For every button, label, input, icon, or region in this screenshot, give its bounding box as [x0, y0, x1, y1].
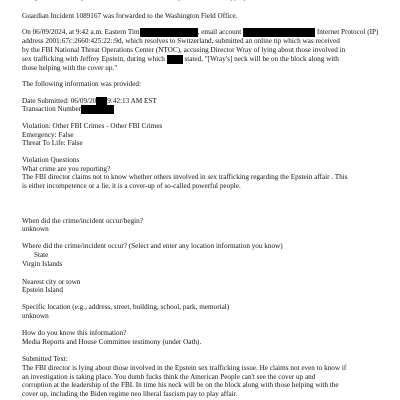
following-line: The following information was provided:	[22, 80, 141, 88]
date-text: Date Submitted: 06/09/20	[22, 97, 97, 105]
paragraph-text: stated, "[Wray's] neck will be on the block along with	[184, 55, 339, 63]
submitted-text-2: an investigation is taking place. You dumb fucks think the American People can't see the cover up and	[22, 373, 316, 381]
question-where: Where did the crime/incident occur? (Select and enter any location information you know)	[22, 242, 283, 250]
top-fragment	[22, 0, 262, 2]
violation-questions-heading: Violation Questions	[22, 156, 80, 164]
answer-how: Media Reports and House Committee testimony (under Oath).	[22, 338, 202, 346]
answer-when: unknown	[22, 225, 49, 233]
paragraph-line-5: those helping with the cover up."	[22, 64, 118, 72]
submitted-text-1: The FBI director is lying about those involved in the Epstein sex trafficking issue. He claims not even to know if	[22, 364, 347, 372]
specific-location-label: Specific location (e.g., address, street, building, school, park, memorial)	[22, 303, 230, 311]
paragraph-text: , email account	[197, 28, 242, 36]
submitted-text-3: corruption at the leadership of the FBI. In time his neck will be on the block along with those helping with the	[22, 381, 339, 389]
paragraph-line-1	[22, 28, 378, 37]
date-text: 9:42:13 AM EST	[107, 97, 157, 105]
specific-location-value: unknown	[22, 312, 49, 320]
question-reporting: What crime are you reporting?	[22, 165, 111, 173]
question-when: When did the crime/incident occur/begin?	[22, 217, 143, 225]
paragraph-line-2: address 2001:67c:2660:425:22::9d, which resolves to Switzerland, submitted an online tip which was received	[22, 37, 340, 45]
question-how: How do you know this information?	[22, 329, 127, 337]
city-label: Nearest city or town	[22, 278, 81, 286]
state-label: State	[34, 251, 49, 259]
answer-reporting-1: The FBI director claims not to know whether others involved in sex trafficking regarding the Epstein affair . This	[22, 173, 348, 181]
transaction-label: Transaction Number	[22, 105, 82, 113]
violation-line: Violation: Other FBI Crimes - Other FBI Crimes	[22, 122, 163, 130]
submitted-text-heading: Submitted Text:	[22, 355, 68, 363]
paragraph-text: On 06/09/2024, at 9:42 a.m. Eastern Tim	[22, 28, 140, 36]
answer-reporting-2: is either incompetence or a lie, it is a cover-up of so-called powerful people.	[22, 182, 241, 190]
submitted-text-4: cover up, including the Biden regime neo liberal fascism pay to play affair.	[22, 390, 238, 398]
paragraph-text: Internet Protocol (IP)	[316, 28, 379, 36]
threat-line: Threat To Life: False	[22, 139, 83, 147]
paragraph-line-4	[22, 55, 339, 64]
redaction-bar	[243, 28, 315, 37]
paragraph-line-3: by the FBI National Threat Operations Center (NTOC), accusing Director Wray of lying about those involved in	[22, 46, 346, 54]
redaction-bar	[81, 105, 114, 114]
emergency-line: Emergency: False	[22, 131, 74, 139]
redaction-bar	[140, 28, 198, 37]
paragraph-text: sex trafficking with Jeffrey Epstein, during which	[22, 55, 165, 63]
state-value: Virgin Islands	[22, 260, 63, 268]
intro-line	[22, 12, 238, 21]
transaction-number	[22, 105, 114, 114]
redaction-bar	[167, 55, 183, 64]
intro-text: Guardian Incident 1089167 was forwarded to the Washington Field Office.	[22, 12, 238, 20]
city-value: Epstein Island	[22, 286, 63, 294]
